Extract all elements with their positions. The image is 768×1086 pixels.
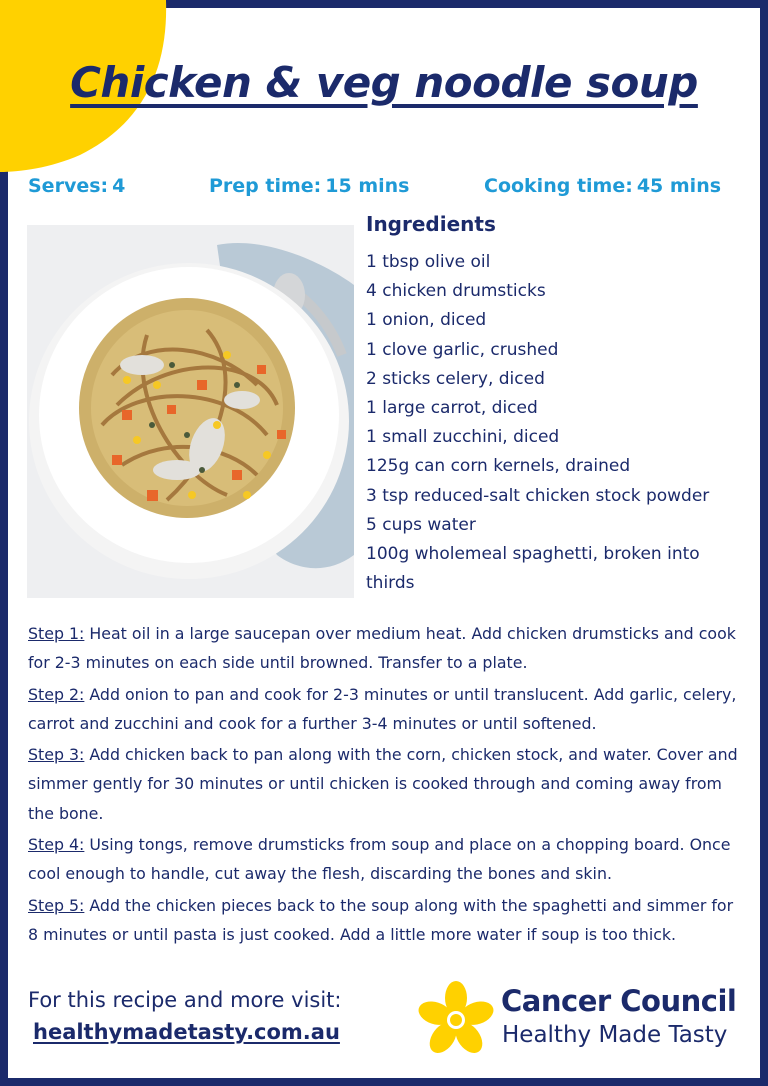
method-steps — [28, 619, 748, 951]
prep-time-info — [209, 175, 409, 197]
ingredient-item: 3 tsp reduced-salt chicken stock powder — [366, 485, 710, 506]
logo-wordmark: Cancer Council — [501, 984, 737, 1018]
soup-photo — [27, 225, 354, 598]
step-5 — [28, 891, 748, 950]
ingredient-item: 1 tbsp olive oil — [366, 252, 491, 272]
cooking-time-label: Cooking time: — [484, 175, 633, 197]
prep-time-value: 15 mins — [325, 175, 410, 197]
step-text: Add the chicken pieces back to the soup along with the spaghetti and simmer for 8 minutes or until pasta is just cooked. Add a little more water if soup is too thick. — [28, 895, 734, 944]
step-label: Step 2: — [28, 684, 85, 704]
ingredient-item: 1 onion, diced — [366, 310, 487, 331]
step-text: Add chicken back to pan along with the corn, chicken stock, and water. Cover and simmer gently for 30 minutes or until chicken is cooked through and coming away from the bone. — [28, 745, 738, 823]
logo-tagline: Healthy Made Tasty — [502, 1022, 728, 1048]
cooking-time-info — [484, 175, 721, 197]
footer-text: For this recipe and more visit: — [28, 988, 342, 1012]
serves-label: Serves: — [28, 175, 109, 197]
step-4 — [28, 830, 748, 889]
ingredient-item: 100g wholemeal spaghetti, broken into thirds — [366, 544, 700, 594]
ingredients-list — [366, 248, 751, 598]
ingredient-item: 2 sticks celery, diced — [366, 368, 545, 389]
daffodil-logo-icon — [416, 980, 496, 1060]
ingredients-heading: Ingredients — [366, 212, 496, 236]
step-text: Using tongs, remove drumsticks from soup and place on a chopping board. Once cool enough to handle, cut away the flesh, discarding the bones and skin. — [28, 835, 731, 884]
step-3 — [28, 740, 748, 828]
step-1 — [28, 619, 748, 678]
serves-info — [28, 175, 125, 197]
step-label: Step 1: — [28, 624, 85, 643]
step-2 — [28, 680, 748, 739]
step-label: Step 4: — [28, 835, 85, 855]
ingredient-item: 125g can corn kernels, drained — [366, 456, 631, 477]
ingredient-item: 1 small zucchini, diced — [366, 427, 560, 448]
ingredient-item: 4 chicken drumsticks — [366, 281, 546, 302]
ingredient-item: 5 cups water — [366, 514, 476, 535]
prep-time-label: Prep time: — [209, 175, 322, 197]
cooking-time-value: 45 mins — [636, 175, 722, 197]
serves-value: 4 — [112, 175, 126, 197]
step-label: Step 3: — [28, 745, 85, 765]
step-label: Step 5: — [28, 895, 85, 915]
ingredient-item: 1 large carrot, diced — [366, 398, 538, 419]
recipe-title: Chicken & veg noodle soup — [70, 58, 698, 107]
step-text: Heat oil in a large saucepan over medium heat. Add chicken drumsticks and cook for 2-3 minutes on each side until browned. Transfer to a plate. — [28, 624, 736, 673]
website-link[interactable]: healthymadetasty.com.au — [33, 1020, 340, 1044]
step-text: Add onion to pan and cook for 2-3 minutes or until translucent. Add garlic, celery, carrot and zucchini and cook for a further 3-4 minutes or until softened. — [28, 684, 737, 733]
ingredient-item: 1 clove garlic, crushed — [366, 339, 559, 360]
